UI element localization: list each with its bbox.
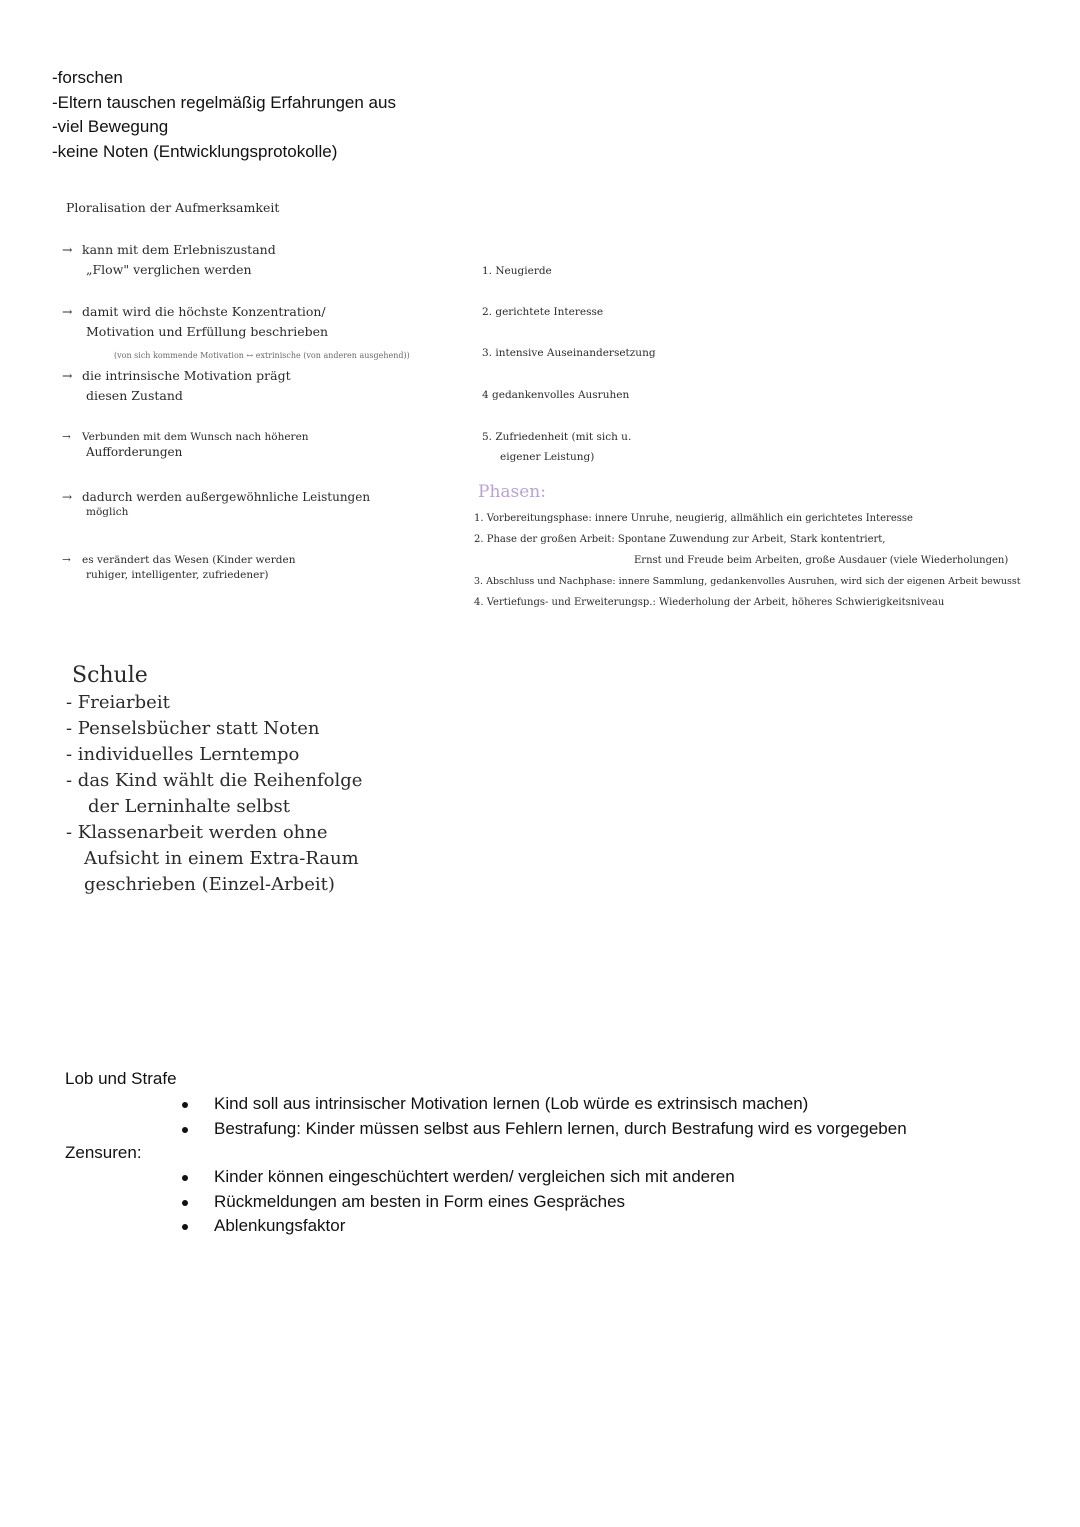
polarisation-point: → es verändert das Wesen (Kinder werden ruhiger, intelligenter, zufriedener) [62, 554, 296, 581]
polarisation-point: → die intrinsische Motivation prägt diesen Zustand [62, 368, 291, 403]
stage-item: 3. intensive Auseinandersetzung [482, 347, 656, 359]
polarisation-heading: Ploralisation der Aufmerksamkeit [66, 200, 280, 215]
list-item: Rückmeldungen am besten in Form eines Gespräches [214, 1190, 735, 1215]
stage-item: 2. gerichtete Interesse [482, 306, 604, 318]
list-item: Kinder können eingeschüchtert werden/ vergleichen sich mit anderen [214, 1165, 735, 1190]
phasen-line: 4. Vertiefungs- und Erweiterungsp.: Wiederholung der Arbeit, höheres Schwierigkeitsniveau [474, 597, 945, 608]
bullet-icon [182, 1102, 188, 1108]
schule-item: - individuelles Lerntempo [66, 744, 300, 765]
schule-item: geschrieben (Einzel-Arbeit) [84, 874, 335, 895]
bullet-icon [182, 1175, 188, 1181]
arrow-right-icon: → [62, 431, 71, 443]
zensuren-label: Zensuren: [65, 1143, 142, 1162]
bullet-icon [182, 1127, 188, 1133]
phasen-line: 1. Vorbereitungsphase: innere Unruhe, neugierig, allmählich ein gerichtetes Interesse [474, 513, 913, 524]
schule-item: der Lerninhalte selbst [88, 796, 290, 817]
polarisation-point: → damit wird die höchste Konzentration/ Motivation und Erfüllung beschrieben [62, 304, 329, 339]
bullet-icon [182, 1224, 188, 1230]
top-list [52, 66, 396, 164]
phasen-line: 3. Abschluss und Nachphase: innere Sammlung, gedankenvolles Ausruhen, wird sich der eigenen Arbeit bewusst [474, 576, 1021, 587]
list-item: Kind soll aus intrinsischer Motivation lernen (Lob würde es extrinsisch machen) [214, 1092, 907, 1117]
schule-list [66, 690, 362, 898]
arrow-right-icon: → [62, 242, 73, 257]
stage-item: 1. Neugierde [482, 265, 552, 277]
schule-item: - Klassenarbeit werden ohne [66, 822, 328, 843]
phasen-list [474, 508, 1021, 613]
lob-bullets [214, 1092, 907, 1141]
lob-label: Lob und Strafe [65, 1069, 177, 1088]
arrow-right-icon: → [62, 490, 73, 504]
arrow-right-icon: → [62, 554, 71, 566]
schule-item: Aufsicht in einem Extra-Raum [84, 848, 359, 869]
stage-item: 5. Zufriedenheit (mit sich u. [482, 431, 632, 443]
stage-item: 4 gedankenvolles Ausruhen [482, 389, 630, 401]
top-list-item: -viel Bewegung [52, 117, 169, 136]
top-list-item: -keine Noten (Entwicklungsprotokolle) [52, 141, 338, 161]
schule-item: - Freiarbeit [66, 692, 170, 713]
top-list-item: -Eltern tauschen regelmäßig Erfahrungen aus [52, 92, 396, 112]
arrow-right-icon: → [62, 368, 73, 383]
schule-item: - das Kind wählt die Reihenfolge [66, 770, 363, 791]
schule-title: Schule [72, 663, 148, 688]
arrow-right-icon: → [62, 304, 73, 319]
stage-item: eigener Leistung) [500, 451, 595, 463]
phasen-line: Ernst und Freude beim Arbeiten, große Ausdauer (viele Wiederholungen) [634, 555, 1009, 566]
polarisation-point: → dadurch werden außergewöhnliche Leistungen möglich [62, 490, 371, 518]
phasen-line: 2. Phase der großen Arbeit: Spontane Zuwendung zur Arbeit, Stark kontentriert, [474, 534, 886, 545]
polarisation-note: (von sich kommende Motivation ↔ extrinische (von anderen ausgehend)) [114, 351, 410, 360]
list-item: Ablenkungsfaktor [214, 1214, 735, 1239]
polarisation-point: → Verbunden mit dem Wunsch nach höheren Aufforderungen [62, 431, 309, 459]
top-list-item: -forschen [52, 68, 123, 87]
list-item: Bestrafung: Kinder müssen selbst aus Fehlern lernen, durch Bestrafung wird es vorgegeben [214, 1117, 907, 1142]
zensuren-bullets [214, 1165, 735, 1239]
polarisation-point: → kann mit dem Erlebniszustand „Flow" verglichen werden [62, 242, 276, 277]
bullet-icon [182, 1200, 188, 1206]
phasen-title: Phasen: [478, 482, 546, 502]
schule-item: - Penselsbücher statt Noten [66, 718, 320, 739]
